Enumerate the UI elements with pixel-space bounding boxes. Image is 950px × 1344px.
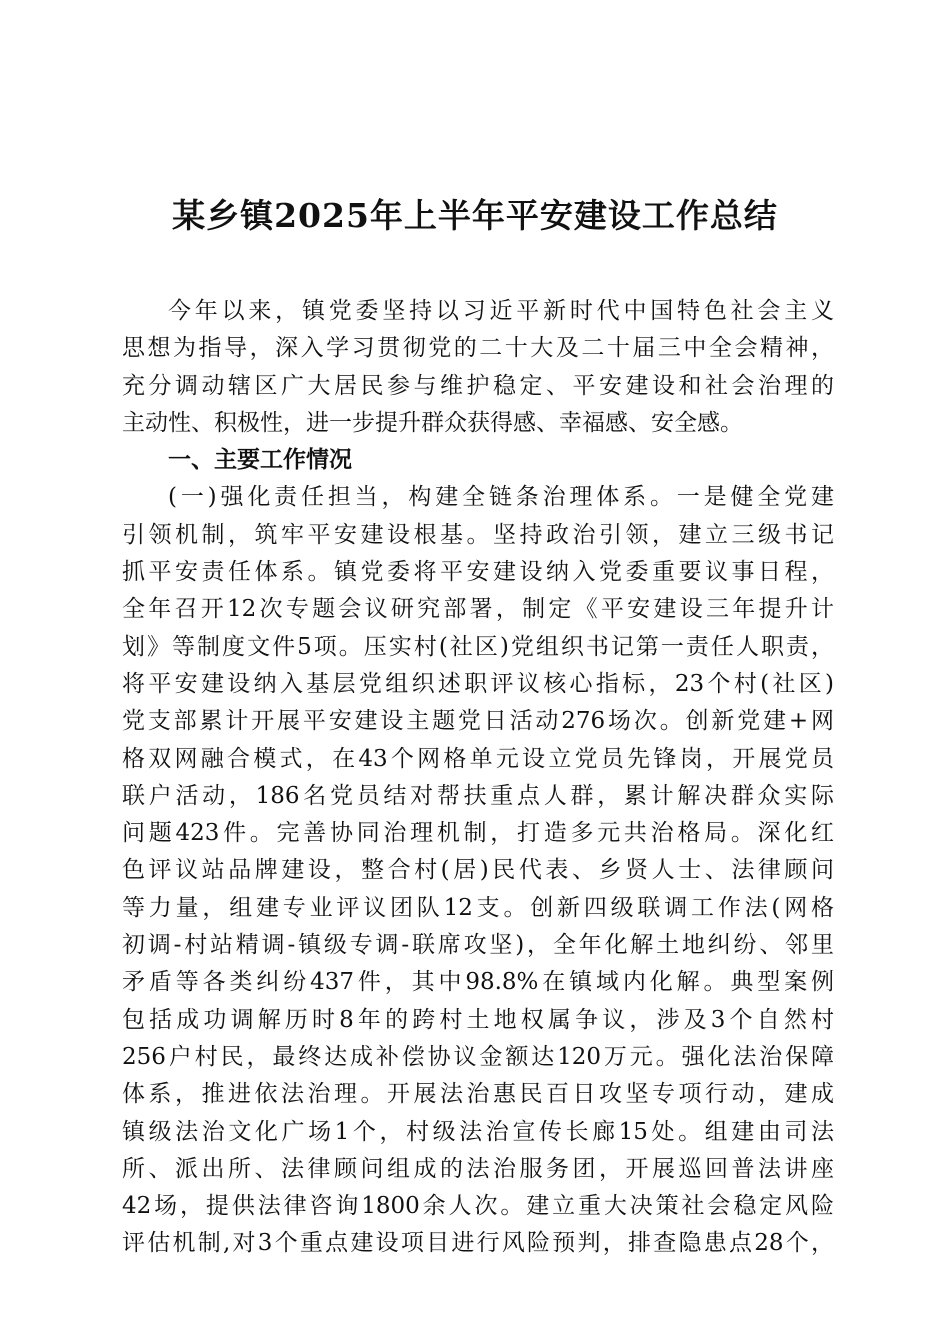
- paragraph-line: 将平安建设纳入基层党组织述职评议核心指标，23个村(社区): [122, 670, 834, 697]
- paragraph-line: 矛盾等各类纠纷437件，其中98.8%在镇域内化解。典型案例: [122, 969, 834, 996]
- paragraph-line: 问题423件。完善协同治理机制，打造多元共治格局。深化红: [122, 820, 834, 847]
- paragraph-line: 所、派出所、法律顾问组成的法治服务团，开展巡回普法讲座: [122, 1155, 834, 1182]
- paragraph-line: 评估机制,对3个重点建设项目进行风险预判，排查隐患点28个，: [122, 1230, 834, 1257]
- paragraph-line: 格双网融合模式，在43个网格单元设立党员先锋岗，开展党员: [122, 745, 834, 772]
- document-title: 某乡镇2025年上半年平安建设工作总结: [172, 196, 778, 235]
- section-heading: 一、主要工作情况: [168, 447, 352, 474]
- paragraph-line: 体系，推进依法治理。开展法治惠民百日攻坚专项行动，建成: [122, 1081, 834, 1108]
- paragraph-line: 色评议站品牌建设，整合村(居)民代表、乡贤人士、法律顾问: [122, 857, 834, 884]
- paragraph-line: 等力量，组建专业评议团队12支。创新四级联调工作法(网格: [122, 894, 834, 921]
- paragraph-line: (一)强化责任担当，构建全链条治理体系。一是健全党建: [168, 484, 834, 511]
- paragraph-line: 联户活动，186名党员结对帮扶重点人群，累计解决群众实际: [122, 782, 834, 809]
- paragraph-line: 初调-村站精调-镇级专调-联席攻坚)，全年化解土地纠纷、邻里: [122, 932, 834, 959]
- paragraph-line: 引领机制，筑牢平安建设根基。坚持政治引领，建立三级书记: [122, 521, 834, 548]
- paragraph-line: 镇级法治文化广场1个，村级法治宣传长廊15处。组建由司法: [122, 1118, 834, 1145]
- paragraph-line: 党支部累计开展平安建设主题党日活动276场次。创新党建+网: [122, 708, 834, 735]
- paragraph-line: 充分调动辖区广大居民参与维护稳定、平安建设和社会治理的: [122, 372, 834, 399]
- paragraph-line: 主动性、积极性，进一步提升群众获得感、幸福感、安全感。: [122, 409, 743, 436]
- paragraph-line: 256户村民，最终达成补偿协议金额达120万元。强化法治保障: [122, 1043, 834, 1070]
- paragraph-line: 今年以来，镇党委坚持以习近平新时代中国特色社会主义: [168, 298, 834, 324]
- paragraph-line: 42场，提供法律咨询1800余人次。建立重大决策社会稳定风险: [122, 1193, 834, 1220]
- paragraph-line: 全年召开12次专题会议研究部署，制定《平安建设三年提升计: [122, 596, 834, 623]
- paragraph-line: 抓平安责任体系。镇党委将平安建设纳入党委重要议事日程，: [122, 559, 834, 586]
- document-body: [122, 293, 834, 1263]
- paragraph-line: 思想为指导，深入学习贯彻党的二十大及二十届三中全会精神，: [122, 335, 834, 362]
- paragraph-line: 划》等制度文件5项。压实村(社区)党组织书记第一责任人职责，: [122, 633, 834, 660]
- paragraph-line: 包括成功调解历时8年的跨村土地权属争议，涉及3个自然村: [122, 1006, 834, 1033]
